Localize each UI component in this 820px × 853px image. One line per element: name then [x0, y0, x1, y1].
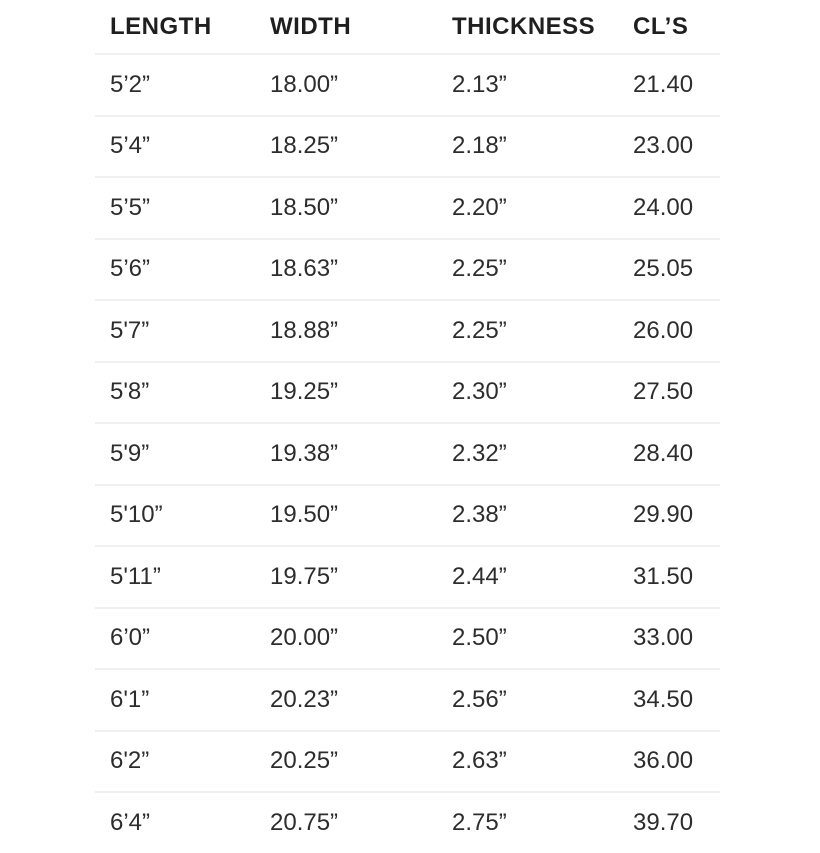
table-row: [95, 176, 720, 238]
size-chart-table: [95, 0, 720, 853]
cell-width: 18.25”: [270, 132, 339, 160]
cell-length: 5'10”: [110, 501, 163, 529]
cell-cls: 36.00: [633, 747, 694, 775]
table-row: [95, 791, 720, 853]
cell-length: 5'7”: [110, 316, 150, 344]
cell-length: 5’4”: [110, 132, 151, 160]
cell-thickness: 2.13”: [452, 70, 507, 98]
cell-cls: 29.90: [633, 501, 694, 529]
cell-width: 18.88”: [270, 316, 339, 344]
cell-width: 18.63”: [270, 255, 339, 283]
table-row: [95, 668, 720, 730]
cell-length: 5'9”: [110, 439, 150, 467]
table-row: [95, 607, 720, 669]
cell-width: 20.00”: [270, 624, 339, 652]
cell-width: 19.75”: [270, 562, 339, 590]
table-row: [95, 115, 720, 177]
cell-cls: 33.00: [633, 624, 694, 652]
cell-cls: 25.05: [633, 255, 694, 283]
cell-thickness: 2.75”: [452, 808, 507, 836]
cell-thickness: 2.63”: [452, 747, 507, 775]
cell-thickness: 2.50”: [452, 624, 507, 652]
cell-cls: 27.50: [633, 378, 694, 406]
table-row: [95, 361, 720, 423]
cell-cls: 39.70: [633, 808, 694, 836]
cell-length: 5'11”: [110, 562, 161, 590]
cell-width: 19.50”: [270, 501, 339, 529]
cell-cls: 21.40: [633, 70, 694, 98]
cell-width: 19.25”: [270, 378, 339, 406]
cell-length: 6’0”: [110, 624, 151, 652]
table-row: [95, 422, 720, 484]
cell-thickness: 2.44”: [452, 562, 507, 590]
column-header-length: LENGTH: [110, 12, 212, 40]
table-row: [95, 484, 720, 546]
table-row: [95, 545, 720, 607]
table-row: [95, 299, 720, 361]
cell-length: 6’4”: [110, 808, 151, 836]
cell-width: 20.23”: [270, 685, 339, 713]
cell-thickness: 2.20”: [452, 193, 507, 221]
cell-thickness: 2.38”: [452, 501, 507, 529]
cell-cls: 24.00: [633, 193, 694, 221]
column-header-width: WIDTH: [270, 12, 352, 40]
cell-cls: 28.40: [633, 439, 694, 467]
cell-cls: 26.00: [633, 316, 694, 344]
cell-cls: 31.50: [633, 562, 694, 590]
cell-length: 5’5”: [110, 193, 151, 221]
cell-cls: 23.00: [633, 132, 694, 160]
cell-thickness: 2.18”: [452, 132, 507, 160]
cell-thickness: 2.25”: [452, 316, 507, 344]
table-row: [95, 238, 720, 300]
cell-width: 18.50”: [270, 193, 339, 221]
cell-thickness: 2.56”: [452, 685, 507, 713]
cell-thickness: 2.30”: [452, 378, 507, 406]
cell-thickness: 2.25”: [452, 255, 507, 283]
cell-length: 6'2”: [110, 747, 150, 775]
table-row: [95, 730, 720, 792]
cell-width: 19.38”: [270, 439, 339, 467]
cell-width: 18.00”: [270, 70, 339, 98]
table-header-row: [95, 0, 720, 53]
cell-width: 20.25”: [270, 747, 339, 775]
cell-width: 20.75”: [270, 808, 339, 836]
cell-cls: 34.50: [633, 685, 694, 713]
column-header-cls: CL’S: [633, 12, 689, 40]
cell-length: 5’2”: [110, 70, 151, 98]
column-header-thickness: THICKNESS: [452, 12, 596, 40]
cell-length: 6'1”: [110, 685, 150, 713]
cell-thickness: 2.32”: [452, 439, 507, 467]
table-body: [95, 53, 720, 853]
table-row: [95, 53, 720, 115]
cell-length: 5’6”: [110, 255, 151, 283]
cell-length: 5'8”: [110, 378, 150, 406]
